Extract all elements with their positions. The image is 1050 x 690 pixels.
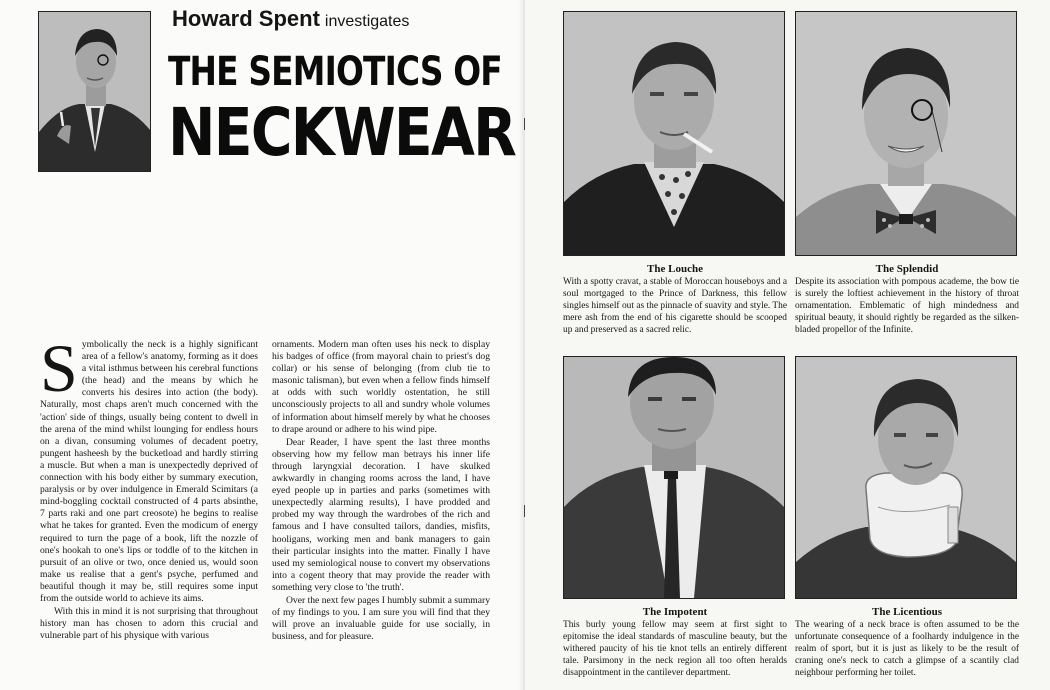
card-title: The Louche: [647, 263, 703, 275]
photo-louche: [563, 11, 785, 256]
article-column-2: [272, 339, 490, 644]
article-paragraph: Over the next few pages I humbly submit a summary of my findings to you. I am sure you will find that they will prove an invaluable guide for use socially, in business, and for pleasure.: [272, 594, 490, 643]
card-text: Despite its association with pompous academe, the bow tie is surely the loftiest achievement in the history of throat ornamentation. Emblematic of high mindedness and spiritual beauty, it should rightly be regarded as the silken-bladed propellor of the Infinite.: [795, 277, 1019, 336]
caption-licentious: [795, 606, 1019, 680]
author-portrait: [38, 11, 151, 172]
byline-verb: investigates: [324, 13, 410, 30]
photo-impotent: [563, 356, 785, 599]
card-title: The Impotent: [642, 606, 708, 618]
article-paragraph: [40, 330, 258, 605]
article-paragraph: With this in mind it is not surprising that throughout history man has chosen to adorn this crucial and vulnerable part of his physique with various: [40, 606, 258, 642]
headline-line-2: NECKWEAR: [168, 94, 516, 171]
author-name: Howard Spent: [172, 6, 320, 31]
photo-splendid-drawing: [796, 12, 1016, 255]
headline-line-1: THE SEMIOTICS OF: [168, 49, 502, 95]
card-title: The Licentious: [872, 606, 942, 618]
byline: [172, 6, 409, 32]
card-text: With a spotty cravat, a stable of Moroccan houseboys and a soul mortgaged to the Prince of Darkness, this fellow singles himself out as the pinnacle of suavity and style. The mere ash from the end of his cigarette should be scooped up and preserved as a sacred relic.: [563, 277, 787, 336]
right-page: [525, 0, 1050, 690]
caption-impotent: [563, 606, 787, 680]
card-text: This burly young fellow may seem at first sight to epitomise the ideal standards of masculine beauty, but the withered paucity of his tie knot tells an entirely different tale. Parsimony in the neck region all too often heralds disappointment in the cantilever department.: [563, 620, 787, 679]
article-paragraph: Dear Reader, I have spent the last three months observing how my fellow man betrays his inner life through laryngxial decoration. I have skulked awkwardly in changing rooms across the land, I have eyed people up in parties and parks (sometimes with unexpectedly alarming results), I have prodded and probed my way through the wardrobes of the rich and famous and I have consulted tailors, dandies, misfits, hooligans, working men and bank managers to gain their particular insights into the matter. Finally I have used my semiological nouse to convert my observations into a cogent theory that may provide the reader with something very close to 'the truth'.: [272, 436, 490, 593]
article-paragraph: ornaments. Modern man often uses his neck to display his badges of office (from mayoral chain to priest's dog collar) or his sense of belonging (from club tie to masonic talisman), but even when a fellow finds himself at odds with such worldly ostentation, he still unconsciously projects to all and sundry whole volumes of information about himself merely by what he chooses to drape around or adhere to his wind pipe.: [272, 339, 490, 435]
card-text: The wearing of a neck brace is often assumed to be the unfortunate consequence of a foolhardy indulgence in the realm of sport, but it is just as likely to be the result of craning one's neck to catch a glimpse of a scantily clad neighbour performing her toilet.: [795, 620, 1019, 679]
card-title: The Splendid: [875, 263, 939, 275]
author-portrait-drawing: [39, 12, 150, 171]
drop-cap: S: [40, 330, 78, 406]
photo-splendid: [795, 11, 1017, 256]
caption-louche: [563, 263, 787, 337]
article-column-1: [40, 330, 258, 643]
photo-licentious: [795, 356, 1017, 599]
photo-impotent-drawing: [564, 357, 784, 598]
caption-splendid: [795, 263, 1019, 337]
paragraph-text: ymbolically the neck is a highly significant area of a fellow's anatomy, forming as it does a vital isthmus between his cerebral functions (the head) and the means by which he converts his desires into action (the body). Naturally, most chaps aren't much concerned with the 'action' side of things, usually being content to dwell in the arena of the mind whilst lounging for endless hours on a divan, consuming volumes of decadent poetry, pungent hasheesh by the bucketload and hardly stirring a muscle. But when a man is unexpectedly deprived of connection with his body either by summary execution, paralysis or by over indulgence in Emerald Scimitars (a mind-boggling cocktail constructed of 4 parts absinthe, 7 parts raki and one part creosote) he begins to realise what he takes for granted. Even the modicum of energy required to turn the page of a book, lift the nozzle of one's hookah to one's lips or toddle of to the kitchen in pursuit of an olive or two, once denied us, would soon make us realise that a gent's psyche, perfumed and beautiful though it may be, still requires some input from the outside world to achieve its aims.: [40, 339, 258, 604]
photo-licentious-drawing: [796, 357, 1016, 598]
photo-louche-drawing: [564, 12, 784, 255]
